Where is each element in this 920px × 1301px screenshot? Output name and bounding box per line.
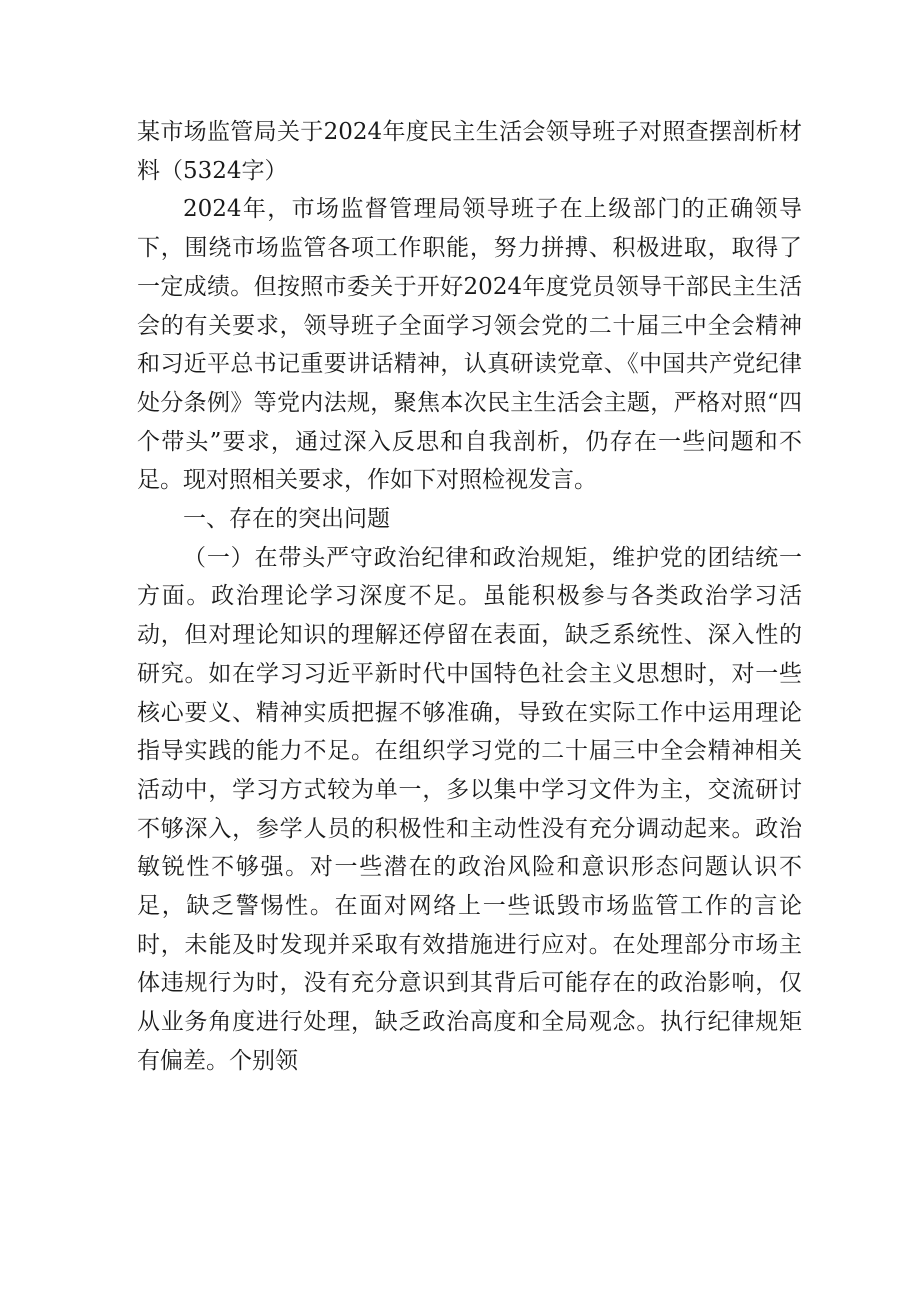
- section-heading: 一、存在的突出问题: [183, 506, 390, 533]
- document-body: [137, 113, 802, 1081]
- intro-paragraph: 2024年，市场监督管理局领导班子在上级部门的正确领导下，围绕市场监管各项工作职能，努力拼搏、积极进取，取得了一定成绩。但按照市委关于开好2024年度党员领导干部民主生活会的有关要求，领导班子全面学习领会党的二十届三中全会精神和习近平总书记重要讲话精神，认真研读党章、《中国共产党纪律处分条例》等党内法规，聚焦本次民主生活会主题，严格对照“四个带头”要求，通过深入反思和自我剖析，仍存在一些问题和不足。现对照相关要求，作如下对照检视发言。: [137, 196, 802, 494]
- document-title: 某市场监管局关于2024年度民主生活会领导班子对照查摆剖析材料（5324字）: [137, 119, 802, 184]
- section-paragraph: （一）在带头严守政治纪律和政治规矩，维护党的团结统一方面。政治理论学习深度不足。虽能积极参与各类政治学习活动，但对理论知识的理解还停留在表面，缺乏系统性、深入性的研究。如在学习习近平新时代中国特色社会主义思想时，对一些核心要义、精神实质把握不够准确，导致在实际工作中运用理论指导实践的能力不足。在组织学习党的二十届三中全会精神相关活动中，学习方式较为单一，多以集中学习文件为主，交流研讨不够深入，参学人员的积极性和主动性没有充分调动起来。政治敏锐性不够强。对一些潜在的政治风险和意识形态问题认识不足，缺乏警惕性。在面对网络上一些诋毁市场监管工作的言论时，未能及时发现并采取有效措施进行应对。在处理部分市场主体违规行为时，没有充分意识到其背后可能存在的政治影响，仅从业务角度进行处理，缺乏政治高度和全局观念。执行纪律规矩有偏差。个别领: [137, 544, 802, 1074]
